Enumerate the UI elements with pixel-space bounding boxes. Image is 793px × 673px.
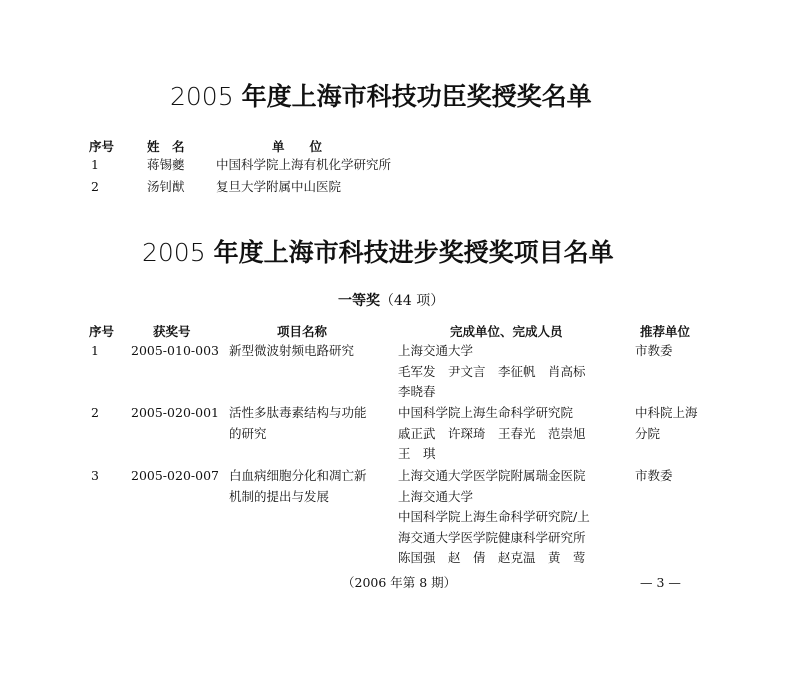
progress-row-1-recommender [635,341,673,362]
merit-row-1-seq: 1 [91,157,99,172]
recommender-line: 市教委 [635,468,673,483]
progress-row-3-project [229,466,367,507]
project-line: 白血病细胞分化和凋亡新 [229,468,367,483]
completer-line: 上海交通大学 [398,343,474,358]
progress-row-3-recommender [635,466,673,487]
completer-line: 上海交通大学医学院附属瑞金医院 [398,468,586,483]
merit-row-2-unit: 复旦大学附属中山医院 [216,179,342,194]
merit-title-text: 年度上海市科技功臣奖授奖名单 [241,82,592,111]
completer-line: 李晓春 [398,384,436,399]
merit-header-name: 姓 名 [147,139,185,154]
progress-row-3-completers [398,466,590,569]
progress-row-3-seq: 3 [91,468,99,483]
progress-header-completers: 完成单位、完成人员 [450,324,563,339]
recommender-line: 市教委 [635,343,673,358]
progress-row-2-award-no: 2005-020-001 [131,405,219,420]
merit-row-2-seq: 2 [91,179,99,194]
project-line: 的研究 [229,425,267,441]
grade-subtitle [338,290,444,310]
progress-header-seq: 序号 [89,324,115,339]
progress-title-year: 2005 [142,238,206,267]
completer-line: 王 琪 [398,446,436,461]
project-line: 机制的提出与发展 [229,488,330,504]
merit-title-year: 2005 [170,82,234,111]
grade-label: 一等奖 [338,293,380,309]
merit-header-seq: 序号 [89,139,115,154]
completer-line: 毛军发 尹文言 李征帆 肖高标 [398,363,586,379]
merit-header-unit: 单 位 [272,139,323,154]
merit-row-1-unit: 中国科学院上海有机化学研究所 [216,157,392,172]
progress-row-2-project [229,403,367,444]
issue-footer: （2006 年第 8 期） [342,575,457,590]
completer-line: 戚正武 许琛琦 王春光 范崇旭 [398,425,586,441]
progress-row-1-award-no: 2005-010-003 [131,343,219,358]
completer-line: 中国科学院上海生命科学研究院/上 [398,509,590,524]
merit-award-title [170,77,592,113]
progress-header-recommender: 推荐单位 [640,324,691,339]
progress-award-title [142,233,614,269]
merit-row-2-name: 汤钊猷 [147,179,185,194]
progress-header-award-no: 获奖号 [153,324,191,339]
grade-count: （44 项） [380,293,445,309]
recommender-line: 中科院上海 [635,405,698,420]
project-line: 活性多肽毒素结构与功能 [229,405,367,420]
progress-row-2-seq: 2 [91,405,99,420]
progress-row-3-award-no: 2005-020-007 [131,468,219,483]
completer-line: 海交通大学医学院健康科学研究所 [398,529,586,545]
merit-row-1-name: 蒋锡夔 [147,157,185,172]
progress-row-1-seq: 1 [91,343,99,358]
progress-row-2-recommender [635,403,698,444]
progress-title-text: 年度上海市科技进步奖授奖项目名单 [213,238,614,267]
completer-line: 中国科学院上海生命科学研究院 [398,405,574,420]
progress-header-project: 项目名称 [277,324,328,339]
page-number: — 3 — [640,575,681,590]
completer-line: 陈国强 赵 倩 赵克温 黄 莺 [398,550,586,565]
progress-row-2-completers [398,403,586,465]
progress-row-1-project [229,341,354,362]
project-line: 新型微波射频电路研究 [229,343,355,358]
progress-row-1-completers [398,341,586,403]
recommender-line: 分院 [635,425,661,441]
completer-line: 上海交通大学 [398,488,474,504]
